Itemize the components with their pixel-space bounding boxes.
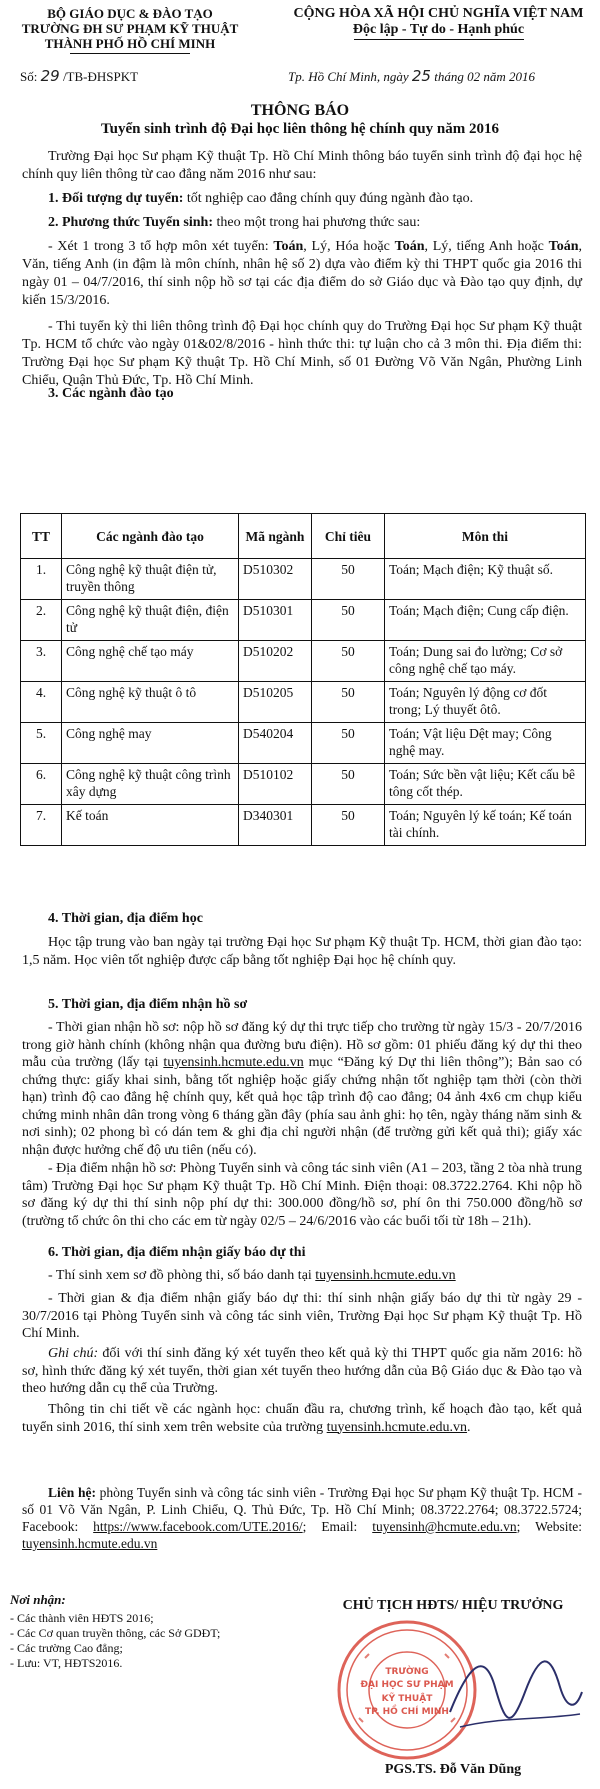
cell-major: Công nghệ kỹ thuật điện tử, truyền thông [62,559,239,600]
cell-code: D510202 [239,641,312,682]
cell-tt: 4. [21,682,62,723]
cell-tt: 7. [21,805,62,846]
section-1-heading: 1. Đối tượng dự tuyển: [48,191,184,206]
col-header-major: Các ngành đào tạo [62,514,239,559]
national-motto: Độc lập - Tự do - Hạnh phúc [352,22,525,37]
section-2-method-2: - Thi tuyển kỳ thi liên thông trình độ Đại học chính quy do Trường Đại học Sư phạm Kỹ thuật Tp. HCM tổ chức vào ngày 01&02/8/2016 - hình thức thi: tự luận cho cả 3 môn thi. Địa điểm thi: Trường Đại học Sư phạm Kỹ thuật Tp. Hồ Chí Minh, số 01 Đường Võ Văn Ngân, Phường Linh Chiểu, Quận Thủ Đức, Tp. Hồ Chí Minh. [22,319,582,388]
handwritten-number: 29 [40,67,60,85]
table-row [21,682,586,723]
section-6-seating: - Thí sinh xem sơ đồ phòng thi, số báo danh tại tuyensinh.hcmute.edu.vn [48,1268,456,1283]
cell-quota: 50 [312,764,385,805]
date-line: Tp. Hồ Chí Minh, ngày 25 tháng 02 năm 2016 [288,67,535,85]
school-name-line2: THÀNH PHỐ HỒ CHÍ MINH [44,36,216,51]
table-row [21,559,586,600]
seating-link[interactable]: tuyensinh.hcmute.edu.vn [315,1268,456,1283]
recipients-label: Nơi nhận: [10,1592,66,1607]
facebook-link[interactable]: https://www.facebook.com/UTE.2016/ [93,1519,303,1534]
signer-title: CHỦ TỊCH HĐTS/ HIỆU TRƯỞNG [342,1598,564,1613]
cell-tt: 2. [21,600,62,641]
table-row [21,723,586,764]
table-row [21,805,586,846]
section-4-text: Học tập trung vào ban ngày tại trường Đại học Sư phạm Kỹ thuật Tp. HCM, thời gian đào tạo: 1,5 năm. Học viên tốt nghiệp được cấp bằng tốt nghiệp Đại học hệ chính quy. [22,935,582,968]
section-3-heading: 3. Các ngành đào tạo [48,386,174,401]
section-2-intro: 2. Phương thức Tuyển sinh: theo một trong hai phương thức sau: [48,215,421,230]
recipients-block [10,1592,270,1671]
cell-subjects: Toán; Mạch điện; Kỹ thuật số. [385,559,586,600]
document-number: Số: 29 /TB-ĐHSPKT [20,67,139,85]
section-6-details: Thông tin chi tiết về các ngành học: chuẩn đầu ra, chương trình, kế hoạch đào tạo, kết quả tuyển sinh 2016, thí sinh xem trên website của trường tuyensinh.hcmute.edu.vn. [22,1402,582,1435]
cell-code: D510301 [239,600,312,641]
school-name-line1: TRƯỜNG ĐH SƯ PHẠM KỸ THUẬT [21,21,239,36]
recipient-item: - Các Cơ quan truyền thông, các Sở GDĐT; [10,1626,221,1640]
website-link[interactable]: tuyensinh.hcmute.edu.vn [326,1419,468,1435]
cell-major: Công nghệ kỹ thuật điện, điện tử [62,600,239,641]
cell-subjects: Toán; Dung sai đo lường; Cơ sở công nghệ chế tạo máy. [385,641,586,682]
cell-code: D510302 [239,559,312,600]
section-5-heading: 5. Thời gian, địa điểm nhận hồ sơ [48,997,248,1012]
cell-quota: 50 [312,600,385,641]
intro-paragraph: Trường Đại học Sư phạm Kỹ thuật Tp. Hồ Chí Minh thông báo tuyển sinh trình độ đại học hệ chính quy liên thông từ cao đẳng năm 2016 như sau: [22,149,582,182]
section-2-method-1: - Xét 1 trong 3 tổ hợp môn xét tuyển: Toán, Lý, Hóa hoặc Toán, Lý, tiếng Anh hoặc Toán, Văn, tiếng Anh (in đậm là môn chính, nhân hệ số 2) dựa vào điểm kỳ thi THPT quốc gia 2016 thi ngày 01 – 04/7/2016, thí sinh nộp hồ sơ tại các địa điểm do sở Giáo dục và Đào tạo quy định, dự kiến 15/3/2016. [22,239,582,308]
cell-quota: 50 [312,641,385,682]
seal-text: TRƯỜNG [385,1667,429,1677]
cell-code: D510205 [239,682,312,723]
col-header-subjects: Môn thi [385,514,586,559]
cell-major: Công nghệ may [62,723,239,764]
cell-subjects: Toán; Vật liệu Dệt may; Công nghệ may. [385,723,586,764]
section-1: 1. Đối tượng dự tuyển: tốt nghiệp cao đẳng chính quy đúng ngành đào tạo. [48,191,474,206]
registration-link[interactable]: tuyensinh.hcmute.edu.vn [163,1055,304,1070]
col-header-quota: Chỉ tiêu [312,514,385,559]
table-header-row [21,514,586,559]
section-2-heading: 2. Phương thức Tuyển sinh: [48,215,213,230]
cell-quota: 50 [312,682,385,723]
table-row [21,641,586,682]
recipient-item: - Các thành viên HĐTS 2016; [10,1611,154,1625]
cell-subjects: Toán; Mạch điện; Cung cấp điện. [385,600,586,641]
seal-text: ĐẠI HỌC SƯ PHẠM [360,1680,454,1690]
contact-block: Liên hệ: phòng Tuyển sinh và công tác sinh viên - Trường Đại học Sư phạm Kỹ thuật Tp. HCM - số 01 Võ Văn Ngân, P. Linh Chiểu, Q. Thủ Đức, Tp. Hồ Chí Minh; 08.3722.2764; 08.3722.5724; Facebook: https://www.facebook.com/UTE.2016/; Email: tuyensinh@hcmute.edu.vn; Website: tuyensinh.hcmute.edu.vn [22,1485,582,1551]
cell-tt: 1. [21,559,62,600]
cell-subjects: Toán; Sức bền vật liệu; Kết cấu bê tông cốt thép. [385,764,586,805]
seal-text: TP. HỒ CHÍ MINH [365,1707,449,1717]
cell-subjects: Toán; Nguyên lý động cơ đốt trong; Lý thuyết ôtô. [385,682,586,723]
section-5-time: - Thời gian nhận hồ sơ: nộp hồ sơ đăng ký dự thi trực tiếp cho trường từ ngày 15/3 - 20/7/2016 trong giờ hành chính (không nhận qua đường bưu điện). Hồ sơ gồm: 01 phiếu đăng ký dự thi theo mẫu của trường (lấy tại tuyensinh.hcmute.edu.vn mục “Đăng ký Dự thi liên thông”); Bản sao có chứng thực: giấy khai sinh, bằng tốt nghiệp hoặc giấy chứng nhận tốt nghiệp tạm thời (còn thời hạn) trình độ cao đẳng hệ chính quy, kết quả học tập trình độ cao đẳng; 04 ảnh 4x6 cm chụp kiểu chứng minh nhân dân trong vòng 6 tháng gần đây (phía sau ảnh ghi: họ tên, ngày tháng năm sinh & nơi sinh); 02 phong bì có dán tem & ghi địa chỉ người nhận (để trường gửi kết quả thi); giấy xác nhận được hưởng chế độ ưu tiên (nếu có). [22,1020,582,1158]
cell-code: D340301 [239,805,312,846]
table-row [21,764,586,805]
col-header-tt: TT [21,514,62,559]
national-header [286,6,591,40]
cell-major: Công nghệ kỹ thuật ô tô [62,682,239,723]
cell-major: Kế toán [62,805,239,846]
handwritten-signature-icon [440,1632,590,1752]
handwritten-day: 25 [411,67,431,85]
table-row [21,600,586,641]
majors-table [20,513,586,846]
note-label: Ghi chú: [48,1346,99,1361]
seal-text: KỸ THUẬT [381,1694,433,1704]
cell-tt: 6. [21,764,62,805]
header-underline [70,53,190,54]
section-6-notice: - Thời gian & địa điểm nhận giấy báo dự thi: thí sinh nhận giấy báo dự thi từ ngày 29 - 30/7/2016 tại Phòng Tuyển sinh và công tác sinh viên, Trường Đại học Sư phạm Kỹ thuật Tp. Hồ Chí Minh. [22,1291,582,1341]
section-4-heading: 4. Thời gian, địa điểm học [48,911,203,926]
cell-major: Công nghệ chế tạo máy [62,641,239,682]
country-name: CỘNG HÒA XÃ HỘI CHỦ NGHĨA VIỆT NAM [293,6,584,21]
cell-tt: 3. [21,641,62,682]
contact-website-link[interactable]: tuyensinh.hcmute.edu.vn [22,1536,158,1551]
recipient-item: - Lưu: VT, HĐTS2016. [10,1656,123,1670]
col-header-code: Mã ngành [239,514,312,559]
motto-underline [354,39,524,40]
cell-tt: 5. [21,723,62,764]
cell-quota: 50 [312,805,385,846]
cell-code: D540204 [239,723,312,764]
ministry-name: BỘ GIÁO DỤC & ĐÀO TẠO [47,6,213,21]
cell-subjects: Toán; Nguyên lý kế toán; Kế toán tài chính. [385,805,586,846]
cell-major: Công nghệ kỹ thuật công trình xây dựng [62,764,239,805]
contact-label: Liên hệ: [48,1485,96,1500]
recipient-item: - Các trường Cao đẳng; [10,1641,123,1655]
document-title: THÔNG BÁO [250,102,350,119]
issuer-header [10,6,250,54]
section-6-heading: 6. Thời gian, địa điểm nhận giấy báo dự thi [48,1245,306,1260]
cell-code: D510102 [239,764,312,805]
email-link[interactable]: tuyensinh@hcmute.edu.vn [372,1519,517,1534]
signer-name: PGS.TS. Đỗ Văn Dũng [384,1762,522,1777]
cell-quota: 50 [312,723,385,764]
cell-quota: 50 [312,559,385,600]
section-6-note: Ghi chú: đối với thí sinh đăng ký xét tuyển theo kết quả kỳ thi THPT quốc gia năm 2016: hồ sơ, hình thức đăng ký xét tuyển, thời gian xét tuyển theo hướng dẫn của Bộ Giáo dục & Đào tạo và theo hướng dẫn cụ thể của Trường. [22,1346,582,1396]
document-subtitle: Tuyển sinh trình độ Đại học liên thông hệ chính quy năm 2016 [101,121,499,137]
section-5-place: - Địa điểm nhận hồ sơ: Phòng Tuyển sinh và công tác sinh viên (A1 – 203, tầng 2 tòa nhà trung tâm) Trường Đại học Sư phạm Kỹ thuật Tp. Hồ Chí Minh. Điện thoại: 08.3722.2764. Khi nộp hồ sơ đăng ký dự thi thí sinh nộp phí dự thi: 300.000 đồng/hồ sơ, phí ôn thi 750.000 đồng/hồ sơ (trường tổ chức ôn thi cho các em từ ngày 02/5 – 24/6/2016 vào các buổi tối từ 18h – 21h). [22,1161,582,1229]
